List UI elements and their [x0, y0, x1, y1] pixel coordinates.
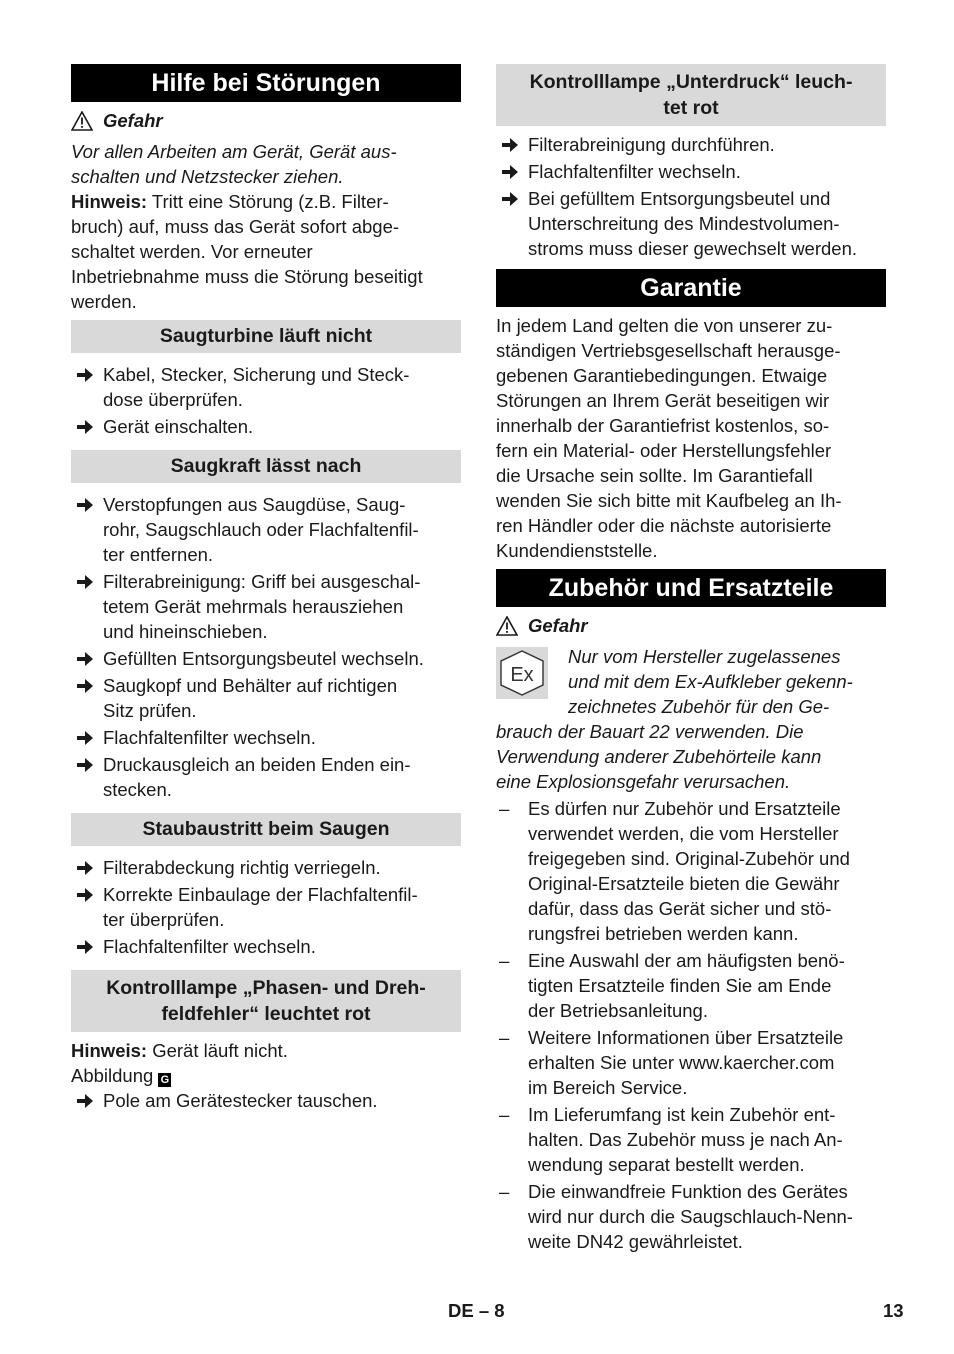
list-item-line: im Bereich Service. [528, 1077, 688, 1098]
list-item [496, 948, 886, 1023]
list-item [496, 1179, 886, 1254]
list-item-line: Gefüllten Entsorgungsbeutel wechseln. [103, 648, 424, 669]
list-item [496, 159, 886, 184]
note-paragraph [71, 189, 461, 214]
danger-label: Gefahr [528, 615, 588, 636]
arrow-list [496, 132, 886, 261]
list-item-line: dose überprüfen. [103, 389, 243, 410]
list-item-line: Filterabreinigung durchführen. [528, 134, 775, 155]
ex-warning-block [496, 644, 886, 794]
list-item-line: und hineinschieben. [103, 621, 268, 642]
footer-page-number: 13 [883, 1300, 904, 1321]
list-item-line: rohr, Saugschlauch oder Flachfaltenfil- [103, 519, 419, 540]
list-item [496, 1102, 886, 1177]
note-text-line: Inbetriebnahme muss die Störung beseitigt [71, 266, 423, 287]
list-item-line: Original-Ersatzteile bieten die Gewähr [528, 873, 840, 894]
note-text: Gerät läuft nicht. [147, 1040, 288, 1061]
list-item-line: Es dürfen nur Zubehör und Ersatzteile [528, 798, 841, 819]
list-item-line: ter entfernen. [103, 544, 214, 565]
footer-lang-page: DE – 8 [448, 1300, 505, 1321]
arrow-right-icon [77, 758, 93, 772]
section-heading-vacuum-lamp [496, 64, 886, 126]
ex-line: Nur vom Hersteller zugelassenes [568, 646, 841, 667]
list-item [71, 646, 461, 671]
list-item [71, 725, 461, 750]
list-item-line: Filterabdeckung richtig verriegeln. [103, 857, 381, 878]
arrow-right-icon [77, 368, 93, 382]
section-heading-phase-lamp [71, 970, 461, 1032]
list-item-line: Bei gefülltem Entsorgungsbeutel und [528, 188, 831, 209]
list-item-line: freigegeben sind. Original-Zubehör und [528, 848, 850, 869]
text-line: Kundendienststelle. [496, 540, 658, 561]
note-label: Hinweis: [71, 191, 148, 212]
list-item-line: verwendet werden, die vom Hersteller [528, 823, 839, 844]
list-item-line: Saugkopf und Behälter auf richtigen [103, 675, 398, 696]
list-item-line: stroms muss dieser gewechselt werden. [528, 238, 858, 259]
dash-bullet: – [499, 950, 510, 971]
arrow-right-icon [502, 138, 518, 152]
list-item-line: Sitz prüfen. [103, 700, 197, 721]
list-item-line: tetem Gerät mehrmals herausziehen [103, 596, 404, 617]
ex-line: brauch der Bauart 22 verwenden. Die [496, 721, 804, 742]
list-item-line: Filterabreinigung: Griff bei ausgeschal- [103, 571, 421, 592]
list-item-line: weite DN42 gewährleistet. [528, 1231, 743, 1252]
list-item-line: Flachfaltenfilter wechseln. [528, 161, 741, 182]
arrow-right-icon [77, 498, 93, 512]
warning-triangle-icon [496, 616, 518, 636]
section-heading-suction: Saugkraft lässt nach [71, 450, 461, 483]
note-text-line: werden. [71, 291, 137, 312]
list-item [496, 186, 886, 261]
arrow-right-icon [77, 861, 93, 875]
heading-line: tet rot [663, 97, 719, 119]
note-label: Hinweis: [71, 1040, 148, 1061]
list-item-line: Pole am Gerätestecker tauschen. [103, 1090, 378, 1111]
ex-line: Verwendung anderer Zubehörteile kann [496, 746, 822, 767]
list-item [496, 1025, 886, 1100]
danger-label: Gefahr [103, 110, 163, 131]
dash-list [496, 796, 886, 1254]
arrow-list [71, 855, 461, 959]
list-item-line: Flachfaltenfilter wechseln. [103, 936, 316, 957]
danger-text-line: schalten und Netzstecker ziehen. [71, 166, 344, 187]
text-line: fern ein Material- oder Herstellungsfehler [496, 440, 832, 461]
list-item [496, 132, 886, 157]
list-item-line: Druckausgleich an beiden Enden ein- [103, 754, 411, 775]
figure-g-icon: G [158, 1073, 171, 1087]
list-item [71, 882, 461, 932]
list-item [496, 796, 886, 946]
right-column [496, 64, 886, 1256]
arrow-right-icon [77, 888, 93, 902]
arrow-list [71, 1088, 461, 1113]
heading-accessories: Zubehör und Ersatzteile [496, 569, 886, 607]
heading-line: Kontrolllampe „Phasen- und Dreh- [106, 977, 426, 999]
note-text-line: bruch) auf, muss das Gerät sofort abge- [71, 216, 400, 237]
list-item-line: der Betriebsanleitung. [528, 1000, 708, 1021]
ex-explosion-protection-icon [496, 647, 548, 699]
note-text: Tritt eine Störung (z.B. Filter- [147, 191, 389, 212]
dash-bullet: – [499, 1104, 510, 1125]
svg-text:Ex: Ex [510, 664, 534, 686]
text-line: wenden Sie sich bitte mit Kaufbeleg an Ih- [496, 490, 842, 511]
list-item-line: Verstopfungen aus Saugdüse, Saug- [103, 494, 406, 515]
ex-line: eine Explosionsgefahr verursachen. [496, 771, 791, 792]
arrow-list [71, 362, 461, 439]
list-item-line: ter überprüfen. [103, 909, 225, 930]
dash-bullet: – [499, 798, 510, 819]
list-item-line: wird nur durch die Saugschlauch-Nenn- [528, 1206, 853, 1227]
arrow-right-icon [502, 192, 518, 206]
ex-warning-text [496, 644, 886, 794]
list-item-line: stecken. [103, 779, 172, 800]
text-line: ständigen Vertriebsgesellschaft herausge- [496, 340, 841, 361]
arrow-right-icon [77, 420, 93, 434]
list-item [71, 414, 461, 439]
list-item-line: erhalten Sie unter www.kaercher.com [528, 1052, 835, 1073]
list-item [71, 362, 461, 412]
text-line: ren Händler oder die nächste autorisierte [496, 515, 832, 536]
note-text-line: schaltet werden. Vor erneuter [71, 241, 313, 262]
warning-triangle-icon [71, 111, 93, 131]
list-item [71, 673, 461, 723]
list-item [71, 752, 461, 802]
section-heading-turbine: Saugturbine läuft nicht [71, 320, 461, 353]
list-item-line: wendung separat bestellt werden. [528, 1154, 805, 1175]
heading-line: feldfehler“ leuchtet rot [161, 1003, 371, 1025]
figure-reference [71, 1063, 461, 1088]
arrow-right-icon [77, 1094, 93, 1108]
heading-line: Kontrolllampe „Unterdruck“ leuch- [529, 71, 853, 93]
left-column [71, 64, 461, 1115]
list-item-line: halten. Das Zubehör muss je nach An- [528, 1129, 843, 1150]
arrow-list [71, 492, 461, 802]
arrow-right-icon [502, 165, 518, 179]
ex-line: und mit dem Ex-Aufkleber gekenn- [568, 671, 853, 692]
danger-text-line: Vor allen Arbeiten am Gerät, Gerät aus- [71, 141, 397, 162]
dash-bullet: – [499, 1181, 510, 1202]
arrow-right-icon [77, 940, 93, 954]
list-item-line: Eine Auswahl der am häufigsten benö- [528, 950, 845, 971]
ex-line: zeichnetes Zubehör für den Ge- [568, 696, 830, 717]
danger-notice [496, 613, 886, 638]
list-item-line: Weitere Informationen über Ersatzteile [528, 1027, 844, 1048]
list-item-line: Im Lieferumfang ist kein Zubehör ent- [528, 1104, 836, 1125]
warranty-text [496, 313, 886, 563]
list-item-line: dafür, dass das Gerät sicher und stö- [528, 898, 832, 919]
list-item-line: Die einwandfreie Funktion des Gerätes [528, 1181, 848, 1202]
list-item-line: rungsfrei betrieben werden kann. [528, 923, 799, 944]
list-item [71, 855, 461, 880]
arrow-right-icon [77, 652, 93, 666]
list-item [71, 569, 461, 644]
text-line: innerhalb der Garantiefrist kostenlos, so- [496, 415, 830, 436]
page-footer [0, 1296, 954, 1326]
note-paragraph [71, 1038, 461, 1063]
list-item [71, 1088, 461, 1113]
list-item [71, 934, 461, 959]
dash-bullet: – [499, 1027, 510, 1048]
text-line: In jedem Land gelten die von unserer zu- [496, 315, 833, 336]
list-item-line: Korrekte Einbaulage der Flachfaltenfil- [103, 884, 418, 905]
list-item-line: Unterschreitung des Mindestvolumen- [528, 213, 840, 234]
list-item [71, 492, 461, 567]
heading-warranty: Garantie [496, 269, 886, 307]
arrow-right-icon [77, 575, 93, 589]
text-line: die Ursache sein sollte. Im Garantiefall [496, 465, 813, 486]
arrow-right-icon [77, 731, 93, 745]
text-line: Störungen an Ihrem Gerät beseitigen wir [496, 390, 830, 411]
figure-label: Abbildung [71, 1065, 159, 1086]
list-item-line: tigten Ersatzteile finden Sie am Ende [528, 975, 832, 996]
text-line: gebenen Garantiebedingungen. Etwaige [496, 365, 828, 386]
list-item-line: Kabel, Stecker, Sicherung und Steck- [103, 364, 410, 385]
danger-notice [71, 108, 461, 133]
list-item-line: Flachfaltenfilter wechseln. [103, 727, 316, 748]
heading-troubleshooting: Hilfe bei Störungen [71, 64, 461, 102]
section-heading-dust: Staubaustritt beim Saugen [71, 813, 461, 846]
list-item-line: Gerät einschalten. [103, 416, 254, 437]
arrow-right-icon [77, 679, 93, 693]
